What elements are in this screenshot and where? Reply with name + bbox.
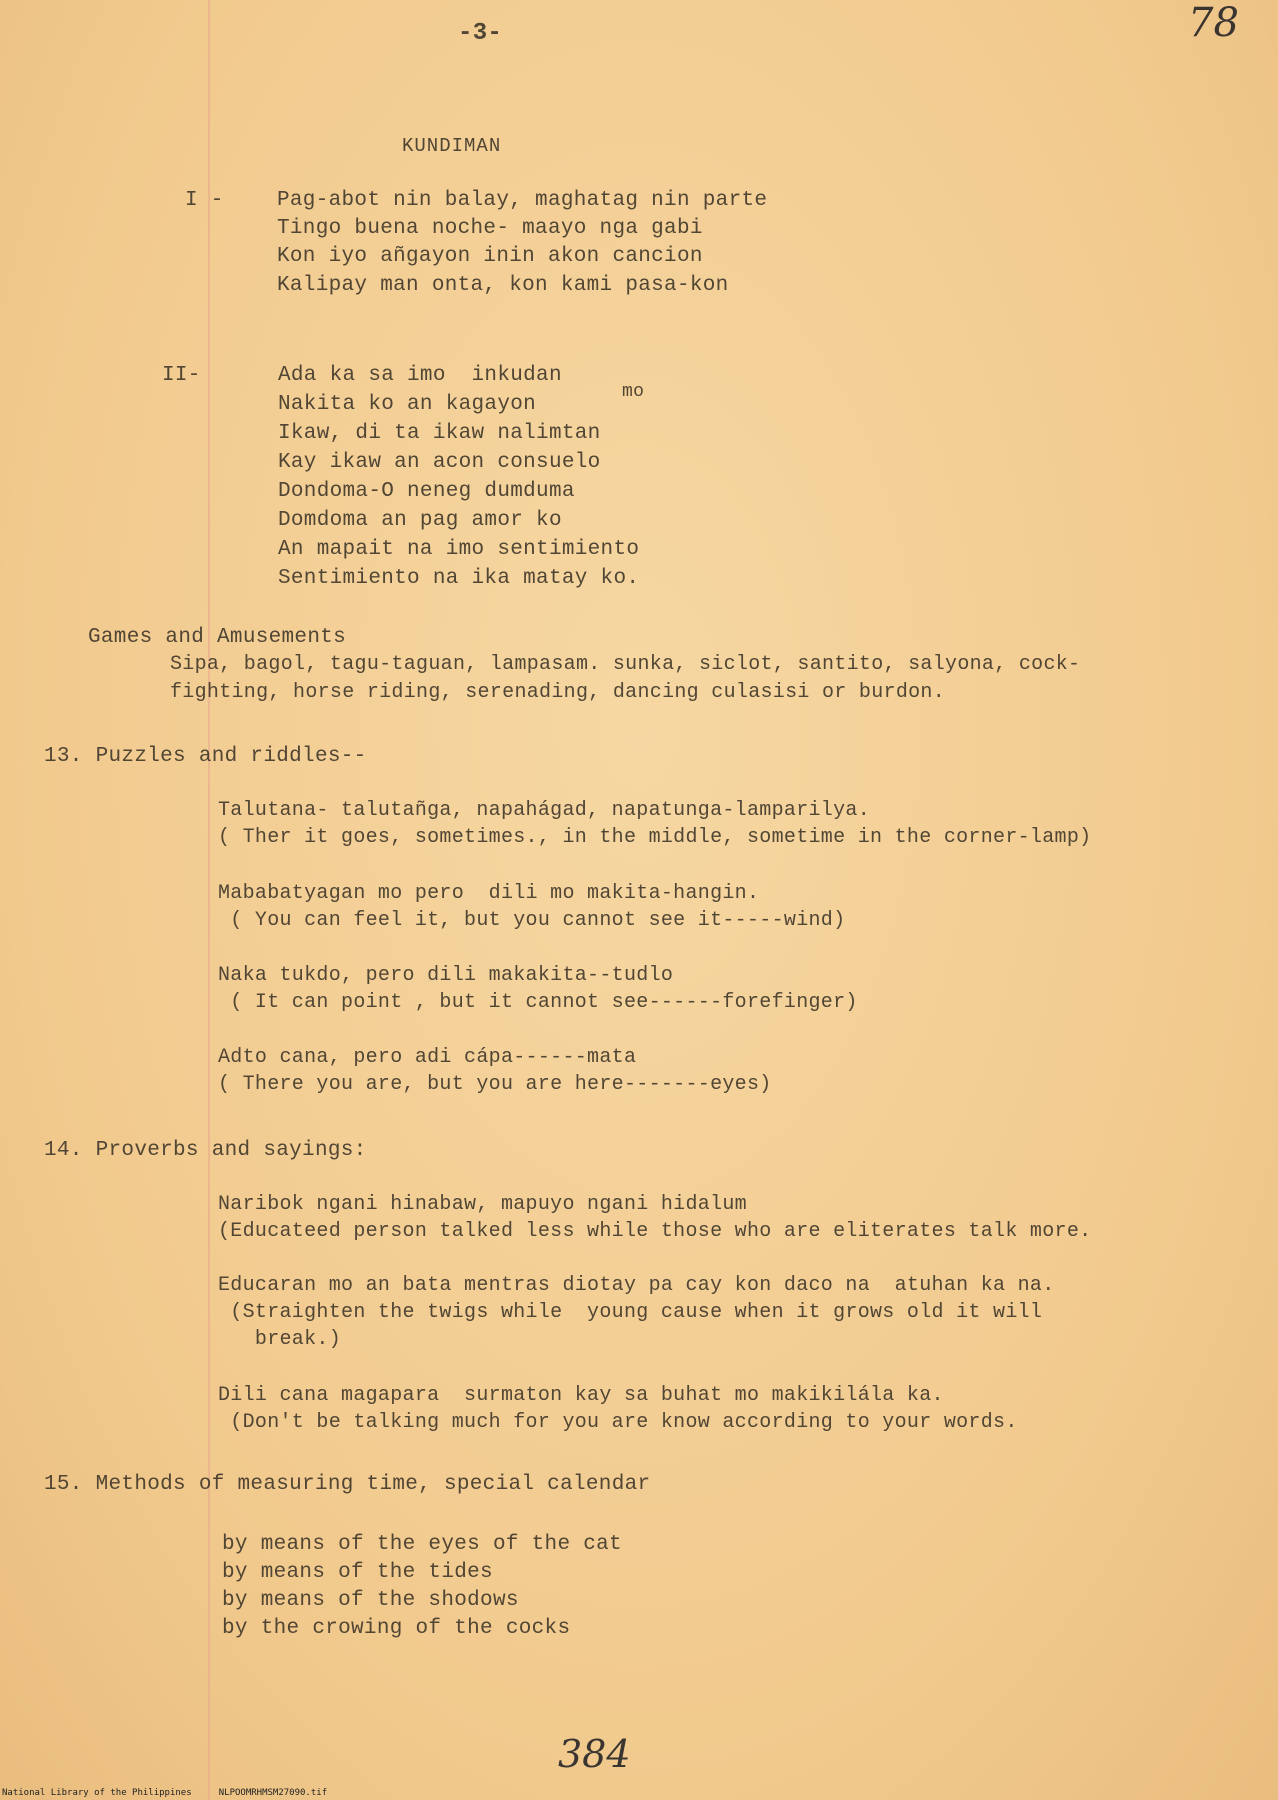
- games-heading: Games and Amusements: [88, 626, 347, 649]
- section-14-heading: 14. Proverbs and sayings:: [44, 1139, 367, 1162]
- proverb-native: Educaran mo an bata mentras diotay pa cay kon daco na atuhan ka na.: [218, 1274, 1055, 1297]
- folio-number: 78: [1188, 0, 1239, 46]
- section-13-heading: 13. Puzzles and riddles--: [44, 745, 367, 768]
- proverb-native: Dili cana magapara surmaton kay sa buhat mo makikilála ka.: [218, 1384, 944, 1407]
- verse-line: Dondoma-O neneg dumduma: [278, 480, 575, 503]
- verse-line: Pag-abot nin balay, maghatag nin parte: [277, 189, 768, 212]
- page-marker: -3-: [458, 20, 503, 47]
- riddle-native: Talutana- talutañga, napahágad, napatunga-lamparilya.: [218, 799, 871, 822]
- verse-line: Kalipay man onta, kon kami pasa-kon: [277, 274, 729, 297]
- riddle-english: ( You can feel it, but you cannot see it-----wind): [218, 909, 846, 932]
- riddle-english: ( It can point , but it cannot see------forefinger): [218, 991, 858, 1014]
- page-title: KUNDIMAN: [402, 135, 502, 157]
- section-15-heading: 15. Methods of measuring time, special calendar: [44, 1473, 651, 1496]
- list-item: by means of the tides: [222, 1561, 493, 1584]
- riddle-english: ( There you are, but you are here-------eyes): [218, 1073, 772, 1096]
- proverb-english: (Educateed person talked less while those who are eliterates talk more.: [218, 1220, 1092, 1243]
- verse-line: An mapait na imo sentimiento: [278, 538, 640, 561]
- list-item: by means of the eyes of the cat: [222, 1533, 622, 1556]
- verse-line: Nakita ko an kagayon: [278, 393, 537, 416]
- riddle-native: Adto cana, pero adi cápa------mata: [218, 1046, 637, 1069]
- verse1-label: I -: [185, 189, 224, 212]
- scan-footer: National Library of the Philippines NLPOOMRHMSM27090.tif: [2, 1788, 328, 1798]
- verse-line: Ikaw, di ta ikaw nalimtan: [278, 422, 601, 445]
- proverb-english: (Straighten the twigs while young cause when it grows old it will: [218, 1301, 1043, 1324]
- riddle-english: ( Ther it goes, sometimes., in the middle, sometime in the corner-lamp): [218, 826, 1092, 849]
- verse-line: Ada ka sa imo inkudan: [278, 364, 562, 387]
- verse-line: Kay ikaw an acon consuelo: [278, 451, 601, 474]
- proverb-english-cont: break.): [218, 1328, 342, 1351]
- riddle-native: Naka tukdo, pero dili makakita--tudlo: [218, 964, 674, 987]
- list-item: by the crowing of the cocks: [222, 1617, 571, 1640]
- list-item: by means of the shodows: [222, 1589, 519, 1612]
- verse-line: Kon iyo añgayon inin akon cancion: [277, 245, 703, 268]
- games-line: Sipa, bagol, tagu-taguan, lampasam. sunka, siclot, santito, salyona, cock-: [170, 653, 1081, 676]
- verse-line: Tingo buena noche- maayo nga gabi: [277, 217, 703, 240]
- margin-line: [208, 0, 210, 1800]
- proverb-native: Naribok ngani hinabaw, mapuyo ngani hidalum: [218, 1193, 747, 1216]
- riddle-native: Mababatyagan mo pero dili mo makita-hangin.: [218, 882, 760, 905]
- games-line: fighting, horse riding, serenading, dancing culasisi or burdon.: [170, 681, 946, 704]
- proverb-english: (Don't be talking much for you are know according to your words.: [218, 1411, 1018, 1434]
- verse-line: Sentimiento na ika matay ko.: [278, 567, 640, 590]
- verse2-label: II-: [162, 364, 201, 387]
- verse2-side-note: mo: [622, 382, 645, 402]
- handwritten-page-number: 384: [558, 1732, 631, 1776]
- verse-line: Domdoma an pag amor ko: [278, 509, 562, 532]
